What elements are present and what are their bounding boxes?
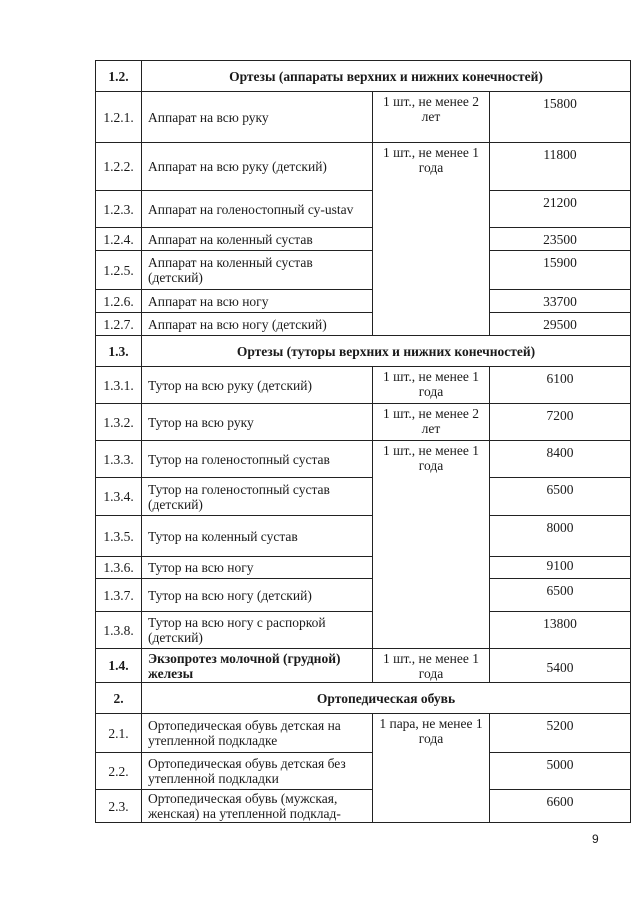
item-quantity: 1 шт., не менее 2 лет [373,404,490,441]
item-name: Ортопедическая обувь детская без утепленной подкладки [142,753,373,790]
item-name: Тутор на всю ногу с распоркой (детский) [142,612,373,649]
table-row [96,612,631,649]
item-name: Аппарат на всю руку (детский) [142,143,373,191]
item-number: 1.3.5. [96,516,142,557]
table-row [96,143,631,191]
item-quantity: 1 шт., не менее 1 года [373,367,490,404]
item-number: 1.2.2. [96,143,142,191]
table-row [96,790,631,823]
item-number: 1.2.5. [96,251,142,290]
item-number: 2.2. [96,753,142,790]
item-quantity: 1 шт., не менее 1 года [373,649,490,683]
item-number: 1.3.1. [96,367,142,404]
item-price: 8000 [490,516,631,557]
table-row [96,579,631,612]
table-row [96,290,631,313]
item-number: 1.3.6. [96,557,142,579]
item-name: Аппарат на всю руку [142,92,373,143]
item-quantity: 1 шт., не менее 2 лет [373,92,490,143]
item-name: Тутор на всю руку [142,404,373,441]
item-name: Ортопедическая обувь (мужская, женская) на утепленной подклад- [142,790,373,823]
section-title: Ортезы (аппараты верхних и нижних конечностей) [142,61,631,92]
item-name: Аппарат на коленный сустав [142,228,373,251]
item-number: 2.3. [96,790,142,823]
item-price: 6500 [490,478,631,516]
item-number: 1.2.1. [96,92,142,143]
item-quantity: 1 шт., не менее 1 года [373,143,490,336]
item-price: 6600 [490,790,631,823]
item-price: 23500 [490,228,631,251]
item-name: Тутор на коленный сустав [142,516,373,557]
item-name: Аппарат на коленный сустав (детский) [142,251,373,290]
item-name: Тутор на всю ногу (детский) [142,579,373,612]
item-price: 6100 [490,367,631,404]
item-name: Аппарат на голеностопный су-ustav [142,191,373,228]
table-row [96,367,631,404]
section-header-row [96,336,631,367]
table-row [96,478,631,516]
section-header-row [96,61,631,92]
item-price: 7200 [490,404,631,441]
item-price: 21200 [490,191,631,228]
table-row [96,516,631,557]
item-price: 5400 [490,649,631,683]
table-row [96,313,631,336]
table-row [96,92,631,143]
item-name: Экзопротез молочной (грудной) железы [142,649,373,683]
section-number: 1.2. [96,61,142,92]
section-title: Ортопедическая обувь [142,683,631,714]
item-price: 5000 [490,753,631,790]
item-number: 1.2.4. [96,228,142,251]
item-price: 13800 [490,612,631,649]
item-name: Аппарат на всю ногу [142,290,373,313]
item-number: 1.2.6. [96,290,142,313]
table-row [96,649,631,683]
item-price: 29500 [490,313,631,336]
table-row [96,251,631,290]
item-quantity: 1 пара, не менее 1 года [373,714,490,823]
table-row [96,557,631,579]
item-price: 6500 [490,579,631,612]
item-name: Тутор на всю руку (детский) [142,367,373,404]
item-price: 9100 [490,557,631,579]
item-name: Тутор на всю ногу [142,557,373,579]
item-number: 1.3.7. [96,579,142,612]
item-name: Тутор на голеностопный сустав [142,441,373,478]
price-table [95,60,631,823]
item-quantity: 1 шт., не менее 1 года [373,441,490,649]
table-row [96,753,631,790]
item-number: 1.3.2. [96,404,142,441]
item-number: 1.3.8. [96,612,142,649]
item-number: 1.4. [96,649,142,683]
section-header-row [96,683,631,714]
item-price: 11800 [490,143,631,191]
table-row [96,441,631,478]
item-price: 5200 [490,714,631,753]
item-price: 8400 [490,441,631,478]
item-price: 15900 [490,251,631,290]
item-name: Аппарат на всю ногу (детский) [142,313,373,336]
section-title: Ортезы (туторы верхних и нижних конечностей) [142,336,631,367]
table-row [96,404,631,441]
page-number: 9 [592,832,599,846]
table-row [96,228,631,251]
section-number: 1.3. [96,336,142,367]
table-row [96,191,631,228]
item-number: 1.3.4. [96,478,142,516]
item-name: Ортопедическая обувь детская на утепленной подкладке [142,714,373,753]
item-number: 1.2.3. [96,191,142,228]
item-price: 15800 [490,92,631,143]
item-number: 2.1. [96,714,142,753]
item-number: 1.2.7. [96,313,142,336]
table-row [96,714,631,753]
section-number: 2. [96,683,142,714]
item-name: Тутор на голеностопный сустав (детский) [142,478,373,516]
item-price: 33700 [490,290,631,313]
item-number: 1.3.3. [96,441,142,478]
